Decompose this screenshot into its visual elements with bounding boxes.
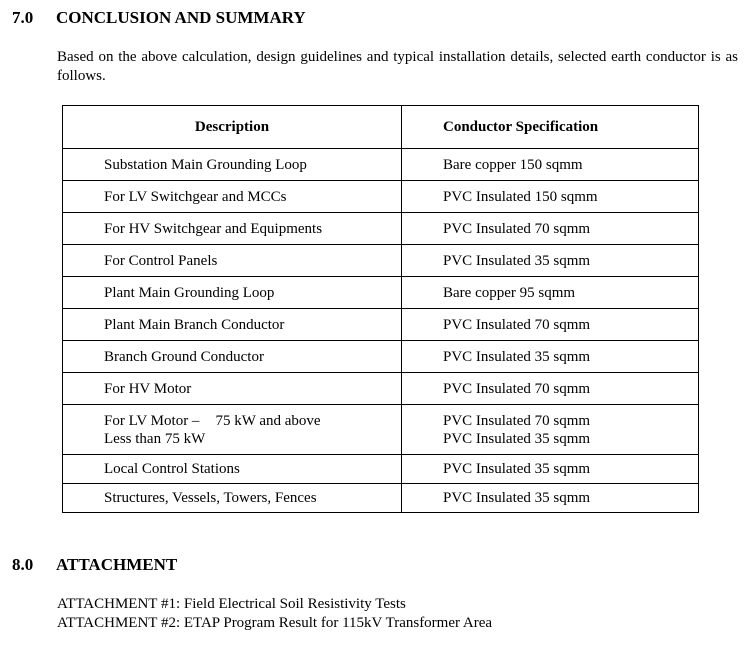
row-description: For LV Switchgear and MCCs: [63, 181, 402, 213]
row-description: Plant Main Grounding Loop: [63, 277, 402, 309]
list-item: ATTACHMENT #1: Field Electrical Soil Resistivity Tests: [57, 596, 406, 612]
table-row: [63, 405, 699, 455]
row-description: Branch Ground Conductor: [63, 341, 402, 373]
header-description: Description: [63, 106, 402, 149]
row-specification: [402, 405, 699, 455]
row-specification: PVC Insulated 35 sqmm: [402, 341, 699, 373]
table-row: [63, 455, 699, 484]
table-row: [63, 245, 699, 277]
row-specification: PVC Insulated 70 sqmm: [402, 309, 699, 341]
table-row: [63, 373, 699, 405]
section-8-title: ATTACHMENT: [56, 555, 178, 574]
row-specification: Bare copper 150 sqmm: [402, 149, 699, 181]
row-specification: PVC Insulated 70 sqmm: [402, 213, 699, 245]
row-description: [63, 405, 402, 455]
table-row: [63, 149, 699, 181]
row-description: For HV Switchgear and Equipments: [63, 213, 402, 245]
table-row: [63, 181, 699, 213]
specification-line-1: PVC Insulated 70 sqmm: [443, 412, 591, 429]
row-specification: PVC Insulated 35 sqmm: [402, 484, 699, 513]
lv-motor-rating-high: 75 kW and above: [215, 412, 321, 429]
header-conductor-specification: Conductor Specification: [402, 106, 699, 149]
description-line-1: [104, 412, 401, 430]
table-row: [63, 309, 699, 341]
row-description: Local Control Stations: [63, 455, 402, 484]
attachment-list: [57, 595, 492, 633]
section-8-number: 8.0: [12, 555, 34, 574]
section-7-number: 7.0: [12, 8, 34, 27]
row-specification: PVC Insulated 150 sqmm: [402, 181, 699, 213]
row-description: Substation Main Grounding Loop: [63, 149, 402, 181]
section-7-intro: Based on the above calculation, design guidelines and typical installation details, selected earth conductor is as follows.: [57, 49, 738, 84]
row-specification: Bare copper 95 sqmm: [402, 277, 699, 309]
list-item: ATTACHMENT #2: ETAP Program Result for 115kV Transformer Area: [57, 615, 493, 631]
earth-conductor-table: [62, 105, 699, 513]
row-description: For HV Motor: [63, 373, 402, 405]
table-row: [63, 484, 699, 513]
row-description: Plant Main Branch Conductor: [63, 309, 402, 341]
table-row: [63, 213, 699, 245]
table-header-row: [63, 106, 699, 149]
row-specification: PVC Insulated 70 sqmm: [402, 373, 699, 405]
section-7-title: CONCLUSION AND SUMMARY: [56, 8, 306, 27]
row-specification: PVC Insulated 35 sqmm: [402, 245, 699, 277]
lv-motor-rating-low: Less than 75 kW: [104, 430, 206, 447]
row-description: For Control Panels: [63, 245, 402, 277]
specification-line-2: PVC Insulated 35 sqmm: [443, 430, 591, 447]
row-description: Structures, Vessels, Towers, Fences: [63, 484, 402, 513]
table-row: [63, 341, 699, 373]
table-row: [63, 277, 699, 309]
row-specification: PVC Insulated 35 sqmm: [402, 455, 699, 484]
lv-motor-label: For LV Motor –: [104, 412, 200, 429]
